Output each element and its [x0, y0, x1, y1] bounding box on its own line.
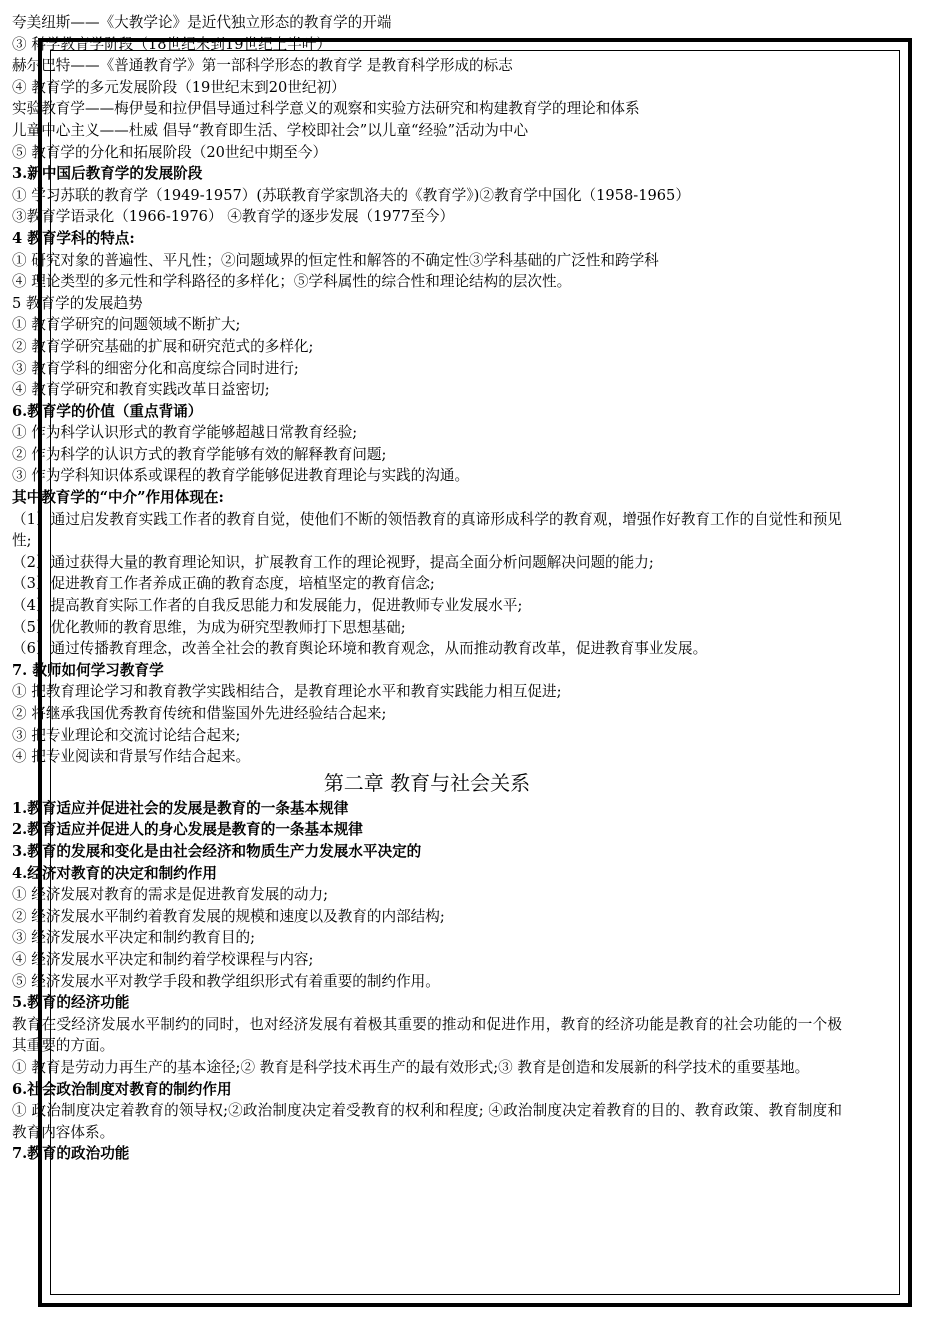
section-heading: 4.经济对教育的决定和制约作用 [12, 864, 217, 882]
text-line: ③ 教育学科的细密分化和高度综合同时进行; [12, 359, 299, 377]
text-line: ② 作为科学的认识方式的教育学能够有效的解释教育问题; [12, 445, 387, 463]
section-heading: 其中教育学的“中介”作用体现在: [12, 489, 224, 507]
section-heading: 3.教育的发展和变化是由社会经济和物质生产力发展水平决定的 [12, 842, 422, 860]
text-line: ③ 把专业理论和交流讨论结合起来; [12, 726, 241, 744]
text-line: ② 将继承我国优秀教育传统和借鉴国外先进经验结合起来; [12, 705, 387, 722]
text-line: （5）优化教师的教育思维，为成为研究型教师打下思想基础; [12, 618, 406, 636]
text-line: ④ 教育学的多元发展阶段（19世纪末到20世纪初） [12, 78, 346, 96]
section-heading: 6.社会政治制度对教育的制约作用 [12, 1080, 232, 1098]
text-line: ④ 理论类型的多元性和学科路径的多样化；⑤学科属性的综合性和理论结构的层次性。 [12, 273, 572, 291]
text-line: ③ 作为学科知识体系或课程的教育学能够促进教育理论与实践的沟通。 [12, 467, 470, 485]
section-heading: 7. 教师如何学习教育学 [12, 661, 164, 679]
document-body [12, 12, 842, 1165]
text-paragraph: （1）通过启发教育实践工作者的教育自觉，使他们不断的领悟教育的真谛形成科学的教育观，增强作好教育工作的自觉性和预见性; [12, 510, 842, 550]
text-paragraph: ① 政治制度决定着教育的领导权;②政治制度决定着受教育的权利和程度; ④政治制度决定着教育的目的、教育政策、教育制度和教育内容体系。 [12, 1102, 842, 1141]
section-heading: 3.新中国后教育学的发展阶段 [12, 165, 203, 183]
text-line: ④ 经济发展水平决定和制约着学校课程与内容; [12, 950, 314, 968]
text-line: 实验教育学——梅伊曼和拉伊倡导通过科学意义的观察和实验方法研究和构建教育学的理论和体系 [12, 100, 640, 118]
text-line: ① 把教育理论学习和教育教学实践相结合，是教育理论水平和教育实践能力相互促进; [12, 683, 562, 701]
text-line: ④ 把专业阅读和背景写作结合起来。 [12, 748, 251, 766]
text-line: ① 经济发展对教育的需求是促进教育发展的动力; [12, 886, 329, 904]
text-line: ⑤ 教育学的分化和拓展阶段（20世纪中期至今） [12, 143, 328, 161]
chapter-title: 第二章 教育与社会关系 [323, 770, 531, 795]
section-heading: 5 教育学的发展趋势 [12, 294, 143, 312]
text-line: ① 研究对象的普遍性、平凡性；②问题域界的恒定性和解答的不确定性③学科基础的广泛性和跨学科 [12, 251, 659, 269]
text-line: ③教育学语录化（1966-1976） ④教育学的逐步发展（1977至今） [12, 208, 455, 226]
section-heading: 7.教育的政治功能 [12, 1145, 130, 1163]
text-line: ③ 经济发展水平决定和制约教育目的; [12, 929, 256, 947]
section-heading: 4 教育学科的特点: [12, 229, 135, 247]
text-line: ① 教育学研究的问题领域不断扩大; [12, 316, 241, 334]
text-line: ③ 科学教育学阶段（18世纪末到19世纪上半叶） [12, 35, 332, 53]
text-line: ② 教育学研究基础的扩展和研究范式的多样化; [12, 337, 314, 355]
text-line: ① 学习苏联的教育学（1949-1957）(苏联教育学家凯洛夫的《教育学》)②教育学中国化（1958-1965） [12, 186, 690, 204]
text-line: ④ 教育学研究和教育实践改革日益密切; [12, 381, 270, 399]
text-line: 儿童中心主义——杜威 倡导“教育即生活、学校即社会”以儿童“经验”活动为中心 [12, 121, 529, 139]
text-line: 夸美纽斯——《大教学论》是近代独立形态的教育学的开端 [12, 14, 392, 31]
section-heading: 2.教育适应并促进人的身心发展是教育的一条基本规律 [12, 821, 363, 839]
section-heading: 6.教育学的价值（重点背诵） [12, 402, 203, 420]
section-heading: 1.教育适应并促进社会的发展是教育的一条基本规律 [12, 799, 349, 817]
text-line: ② 经济发展水平制约着教育发展的规模和速度以及教育的内部结构; [12, 907, 445, 925]
text-line: ① 作为科学认识形式的教育学能够超越日常教育经验; [12, 424, 358, 442]
text-paragraph: ① 教育是劳动力再生产的基本途径;② 教育是科学技术再生产的最有效形式;③ 教育是创造和发展新的科学技术的重要基地。 [12, 1058, 810, 1076]
text-line: （2）通过获得大量的教育理论知识，扩展教育工作的理论视野，提高全面分析问题解决问题的能力; [12, 553, 654, 571]
text-paragraph: （6）通过传播教育理念，改善全社会的教育舆论环境和教育观念，从而推动教育改革，促进教育事业发展。 [12, 640, 708, 658]
text-line: （4）提高教育实际工作者的自我反思能力和发展能力，促进教师专业发展水平; [12, 597, 523, 615]
text-line: 赫尔巴特——《普通教育学》第一部科学形态的教育学 是教育科学形成的标志 [12, 57, 513, 75]
text-paragraph: 教育在受经济发展水平制约的同时，也对经济发展有着极其重要的推动和促进作用，教育的经济功能是教育的社会功能的一个极其重要的方面。 [12, 1015, 842, 1055]
section-heading: 5.教育的经济功能 [12, 994, 130, 1012]
text-line: ⑤ 经济发展水平对教学手段和教学组织形式有着重要的制约作用。 [12, 972, 440, 990]
text-line: （3）促进教育工作者养成正确的教育态度，培植坚定的教育信念; [12, 575, 435, 593]
